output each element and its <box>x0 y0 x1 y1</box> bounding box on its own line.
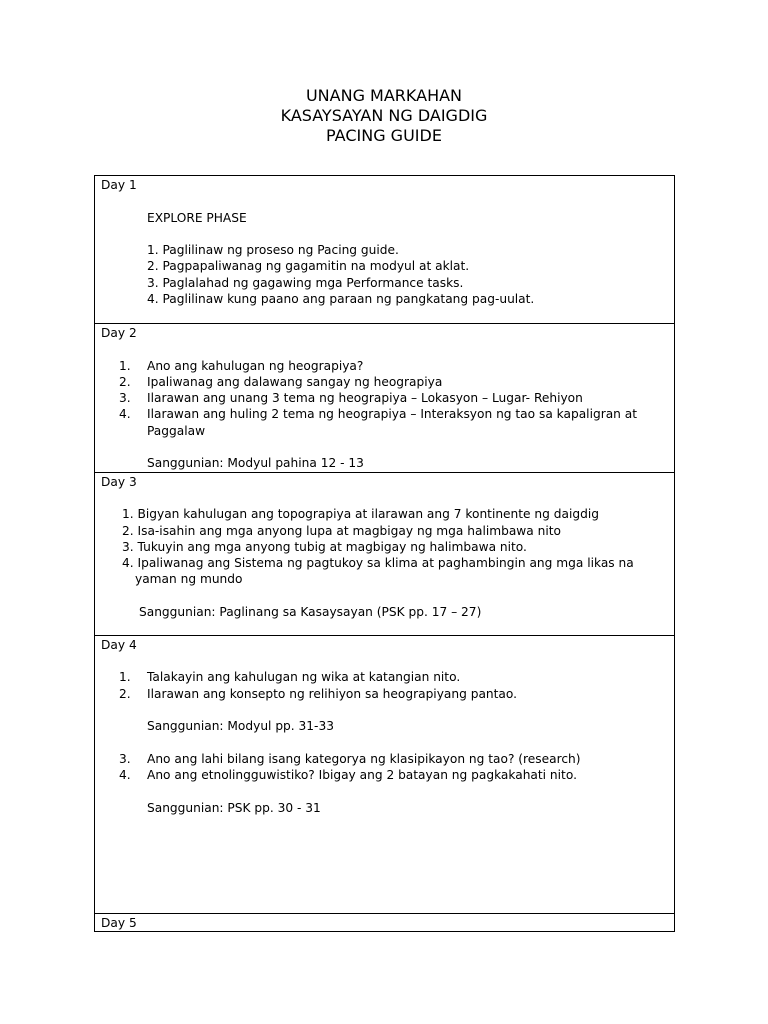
title-subject: KASAYSAYAN NG DAIGDIG <box>280 106 488 125</box>
list-item: 4. Ipaliwanag ang Sistema ng pagtukoy sa klima at paghambingin ang mga likas na yaman ng mundo <box>122 556 634 587</box>
list-text: Ano ang etnolingguwistiko? Ibigay ang 2 batayan ng pagkakahati nito. <box>147 768 577 783</box>
day-cell-2 <box>95 324 675 473</box>
list-text: Ipaliwanag ang dalawang sangay ng heograpiya <box>147 374 443 389</box>
list-text: Ilarawan ang huling 2 tema ng heograpiya – Interaksyon ng tao sa kapaligran at Paggalaw <box>147 407 638 438</box>
list-number: 2. <box>119 374 131 389</box>
day-label: Day 5 <box>101 915 137 930</box>
source-reference: Sanggunian: Modyul pahina 12 - 13 <box>147 456 364 471</box>
document-title <box>0 86 768 146</box>
list-item: 4. Paglilinaw kung paano ang paraan ng pangkatang pag-uulat. <box>147 292 535 307</box>
day-row-3 <box>95 472 675 635</box>
list-number: 1. <box>119 358 131 373</box>
list-number: 4. <box>119 407 131 422</box>
day-cell-1 <box>95 176 675 324</box>
list-item <box>101 406 668 439</box>
phase-label: EXPLORE PHASE <box>147 210 247 225</box>
day-row-2 <box>95 324 675 473</box>
day-row-5 <box>95 913 675 931</box>
day-label: Day 1 <box>101 178 137 192</box>
list-number: 3. <box>119 391 131 406</box>
list-item <box>101 358 668 374</box>
list-text: Ilarawan ang unang 3 tema ng heograpiya – Lokasyon – Lugar- Rehiyon <box>147 391 583 406</box>
list-item <box>101 669 668 685</box>
day-label: Day 3 <box>101 474 137 489</box>
list-item: 3. Paglalahad ng gagawing mga Performance tasks. <box>147 275 464 290</box>
list-item: 3. Tukuyin ang mga anyong tubig at magbigay ng halimbawa nito. <box>122 539 527 554</box>
list-number: 1. <box>119 670 131 685</box>
day-cell-4 <box>95 635 675 913</box>
day-3-list <box>101 506 668 587</box>
source-reference: Sanggunian: Paglinang sa Kasaysayan (PSK pp. 17 – 27) <box>139 605 482 620</box>
list-item <box>101 390 668 406</box>
list-text: Ilarawan ang konsepto ng relihiyon sa heograpiyang pantao. <box>147 686 518 701</box>
list-number: 3. <box>119 751 131 766</box>
list-item: 2. Pagpapaliwanag ng gagamitin na modyul at aklat. <box>147 259 470 274</box>
day-label: Day 2 <box>101 326 137 340</box>
day-row-1 <box>95 176 675 324</box>
source-reference: Sanggunian: PSK pp. 30 - 31 <box>147 800 321 815</box>
list-item: 2. Isa-isahin ang mga anyong lupa at magbigay ng mga halimbawa nito <box>122 523 561 538</box>
day-cell-3 <box>95 472 675 635</box>
pacing-guide-table <box>94 175 675 932</box>
day-1-list <box>101 242 668 307</box>
title-quarter: UNANG MARKAHAN <box>305 86 463 105</box>
day-label: Day 4 <box>101 637 137 652</box>
list-number: 4. <box>119 768 131 783</box>
title-pacing-guide: PACING GUIDE <box>326 126 442 145</box>
list-text: Ano ang kahulugan ng heograpiya? <box>147 358 364 373</box>
day-row-4 <box>95 635 675 913</box>
day-4-list-a <box>101 669 668 702</box>
list-item <box>101 686 668 702</box>
list-item <box>101 374 668 390</box>
list-number: 2. <box>119 686 131 701</box>
day-2-list <box>101 358 668 439</box>
list-text: Talakayin ang kahulugan ng wika at katangian nito. <box>147 670 461 685</box>
source-reference: Sanggunian: Modyul pp. 31-33 <box>147 719 334 734</box>
list-item <box>101 767 668 783</box>
list-item <box>101 751 668 767</box>
list-item: 1. Bigyan kahulugan ang topograpiya at ilarawan ang 7 kontinente ng daigdig <box>122 507 599 522</box>
day-cell-5 <box>95 913 675 931</box>
list-text: Ano ang lahi bilang isang kategorya ng klasipikayon ng tao? (research) <box>147 751 581 766</box>
day-4-list-b <box>101 751 668 784</box>
list-item: 1. Paglilinaw ng proseso ng Pacing guide. <box>147 243 399 258</box>
